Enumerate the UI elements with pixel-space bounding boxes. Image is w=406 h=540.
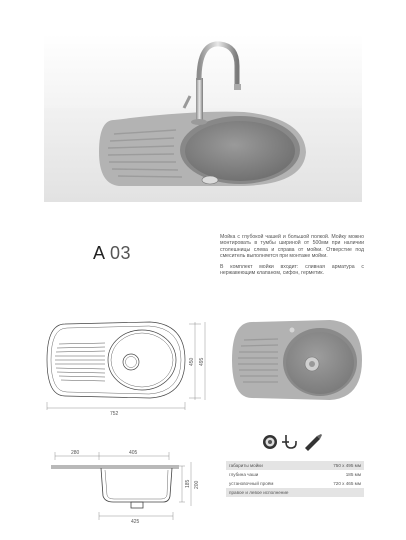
dim-top-height-inner: 450 (189, 357, 195, 366)
product-description (220, 234, 364, 280)
accessory-icons (262, 433, 324, 451)
dim-top-height-outer: 495 (199, 357, 205, 366)
dim-side-bottom: 425 (131, 519, 140, 524)
spec-row (226, 470, 364, 479)
spec-row (226, 461, 364, 470)
spec-value: 750 x 495 мм (317, 461, 364, 470)
drain-valve-icon (263, 435, 277, 449)
description-paragraph: В комплект мойки входит: сливная арматура с нержавеющим клапаном, сифон, герметик. (220, 263, 364, 277)
product-letter: A (93, 243, 105, 263)
spec-label: габариты мойки (226, 461, 317, 470)
spec-row (226, 479, 364, 488)
top-view-render (230, 318, 364, 404)
sealant-tube-icon (305, 434, 322, 451)
spec-value (317, 488, 364, 497)
product-number: 03 (110, 243, 132, 263)
siphon-icon (282, 435, 296, 448)
spec-label: правое и левое исполнение (226, 488, 317, 497)
dim-top-width: 752 (110, 411, 119, 416)
dim-side-left: 280 (71, 450, 80, 456)
dim-side-depth: 185 (185, 479, 191, 488)
hero-photo (44, 34, 362, 202)
product-code (93, 243, 131, 264)
drawing-ribs (55, 343, 105, 381)
dim-side-bowl: 405 (129, 450, 138, 456)
spec-table (226, 461, 364, 497)
side-view-drawing (45, 446, 220, 524)
spec-label: глубина чаши (229, 472, 259, 477)
dim-side-total: 200 (194, 480, 200, 489)
top-view-drawing (45, 318, 220, 416)
description-paragraph: Мойка с глубокой чашей и большой полкой. Мойку можно монтировать в тумбы шириной от 500мм при наличии столешницы слева и справа от мойки. Отверстие под смеситель выполняется при монтаже мойки. (220, 234, 364, 260)
spec-row (226, 488, 364, 497)
spec-value: 185 мм (345, 472, 361, 477)
spec-label: установочный проём (229, 481, 274, 486)
spec-value: 720 x 465 мм (333, 481, 361, 486)
